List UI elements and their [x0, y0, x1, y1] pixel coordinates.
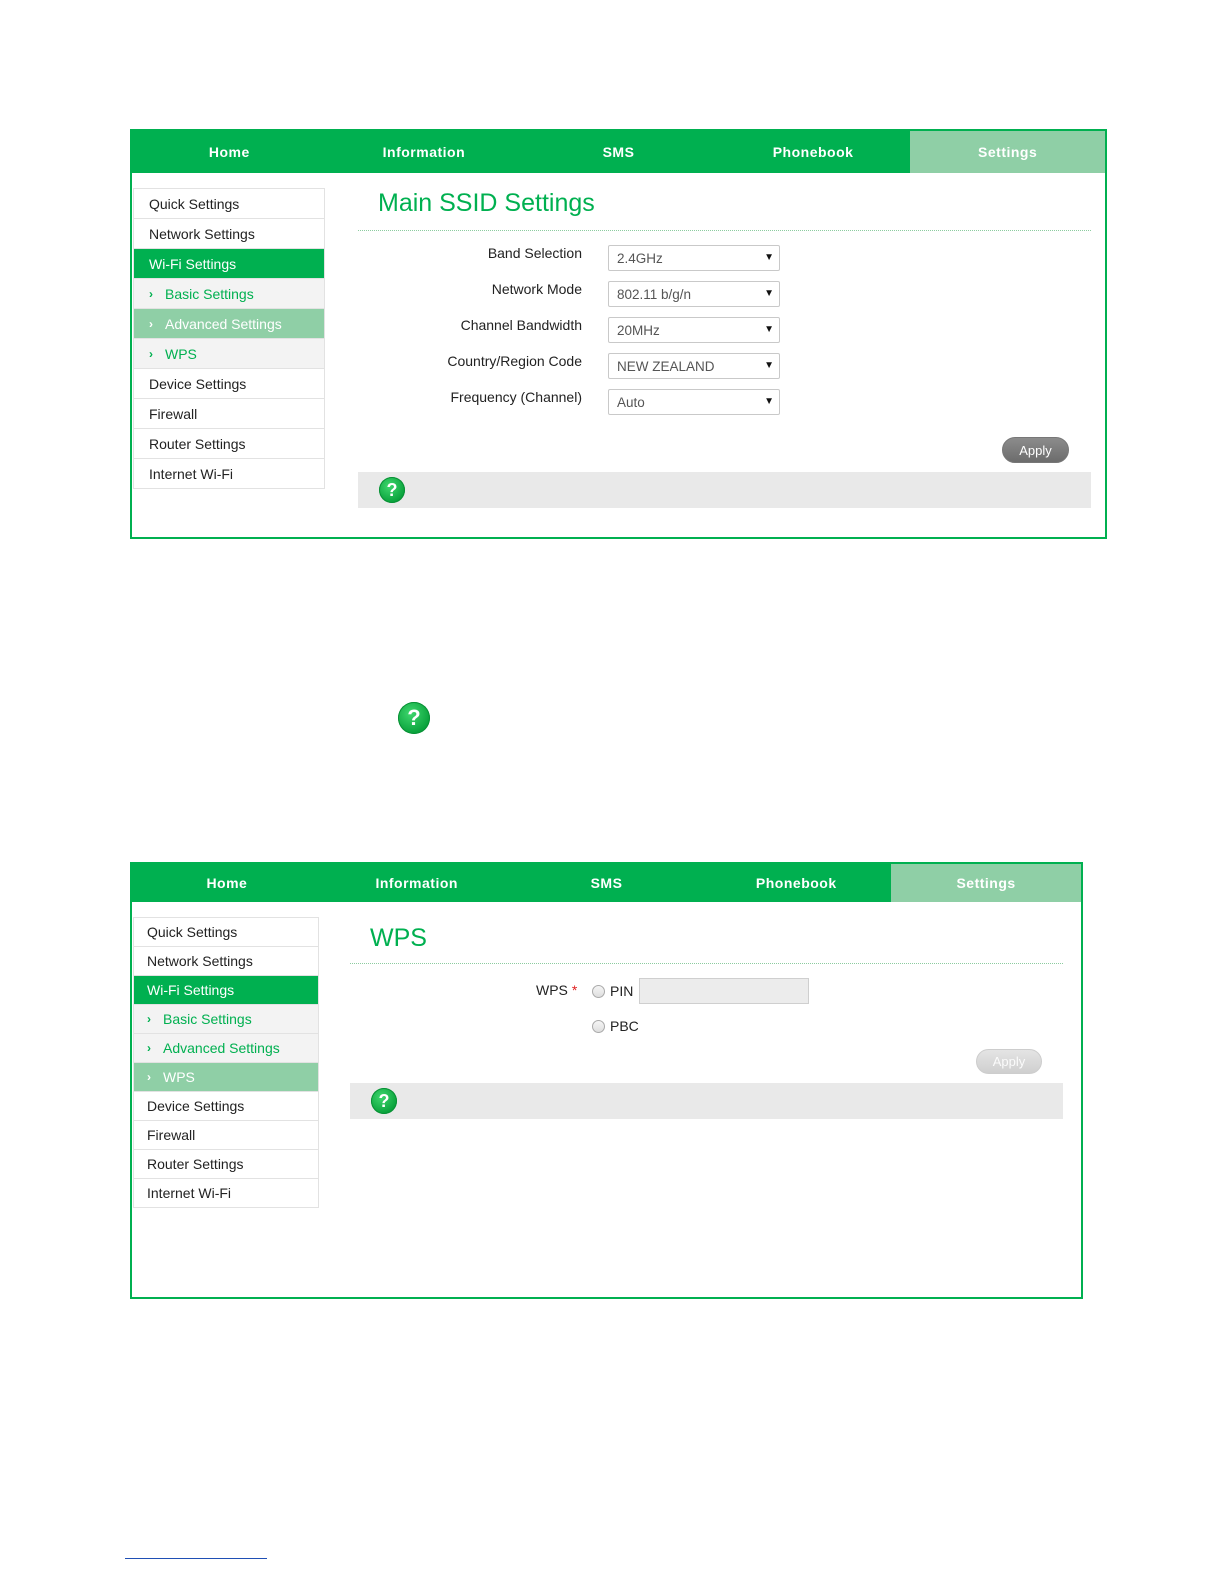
help-icon: ? — [398, 702, 430, 734]
sidebar-item-basic-settings[interactable] — [134, 1005, 318, 1034]
sidebar-item-label: WPS — [163, 1069, 195, 1085]
chevron-right-icon: › — [147, 1012, 151, 1026]
band-selection-select[interactable] — [608, 245, 780, 271]
nav-sms[interactable]: SMS — [602, 144, 635, 160]
frequency-channel-value: Auto — [617, 394, 645, 410]
nav-settings[interactable]: Settings — [910, 131, 1105, 173]
sidebar-item-device-settings[interactable]: Device Settings — [134, 1092, 318, 1121]
chevron-right-icon: › — [147, 1070, 151, 1084]
band-selection-row — [358, 245, 582, 261]
sidebar-item-firewall[interactable]: Firewall — [134, 1121, 318, 1150]
sidebar-item-internet-wifi[interactable]: Internet Wi-Fi — [134, 459, 324, 489]
sidebar-item-wps[interactable] — [134, 1063, 318, 1092]
country-region-value: NEW ZEALAND — [617, 358, 715, 374]
dropdown-arrow-icon: ▼ — [764, 252, 774, 263]
pin-input[interactable] — [639, 978, 809, 1004]
nav-information[interactable]: Information — [375, 875, 458, 891]
title-divider — [350, 963, 1063, 964]
settings-sidebar — [133, 188, 325, 489]
top-navigation — [132, 864, 1081, 902]
channel-bandwidth-label: Channel Bandwidth — [460, 317, 582, 333]
sidebar-item-network-settings[interactable]: Network Settings — [134, 219, 324, 249]
settings-sidebar — [133, 917, 319, 1208]
chevron-right-icon: › — [149, 286, 153, 301]
sidebar-item-router-settings[interactable]: Router Settings — [134, 429, 324, 459]
dropdown-arrow-icon: ▼ — [764, 360, 774, 371]
pin-radio-label: PIN — [610, 983, 634, 999]
network-mode-value: 802.11 b/g/n — [617, 286, 692, 302]
page-title: Main SSID Settings — [378, 189, 595, 217]
wps-pin-option — [592, 983, 633, 999]
pin-radio[interactable] — [592, 985, 605, 998]
network-mode-label: Network Mode — [491, 281, 582, 297]
country-region-row — [358, 353, 582, 369]
nav-information[interactable]: Information — [382, 144, 466, 160]
nav-phonebook[interactable]: Phonebook — [755, 875, 837, 891]
sidebar-item-firewall[interactable]: Firewall — [134, 399, 324, 429]
network-mode-select[interactable] — [608, 281, 780, 307]
sidebar-item-internet-wifi[interactable]: Internet Wi-Fi — [134, 1179, 318, 1208]
nav-home[interactable]: Home — [206, 875, 248, 891]
nav-phonebook[interactable]: Phonebook — [772, 144, 854, 160]
sidebar-item-router-settings[interactable]: Router Settings — [134, 1150, 318, 1179]
dropdown-arrow-icon: ▼ — [764, 324, 774, 335]
apply-button[interactable]: Apply — [976, 1049, 1042, 1074]
sidebar-item-label: Advanced Settings — [165, 315, 282, 332]
sidebar-item-wps[interactable] — [134, 339, 324, 369]
network-mode-row — [358, 281, 582, 297]
help-bar — [350, 1083, 1063, 1119]
pbc-radio-label: PBC — [610, 1018, 639, 1034]
frequency-channel-label: Frequency (Channel) — [450, 389, 582, 405]
help-icon[interactable]: ? — [371, 1088, 397, 1114]
sidebar-item-wifi-settings[interactable]: Wi-Fi Settings — [134, 249, 324, 279]
band-selection-label: Band Selection — [487, 245, 582, 261]
top-navigation — [132, 131, 1105, 173]
sidebar-item-advanced-settings[interactable] — [134, 309, 324, 339]
wps-pbc-option — [592, 1018, 639, 1034]
nav-settings[interactable]: Settings — [891, 864, 1081, 902]
help-bar — [358, 472, 1091, 508]
help-icon[interactable]: ? — [379, 477, 405, 503]
frequency-channel-select[interactable] — [608, 389, 780, 415]
sidebar-item-advanced-settings[interactable] — [134, 1034, 318, 1063]
frequency-channel-row — [358, 389, 582, 405]
sidebar-item-label: Advanced Settings — [163, 1040, 280, 1056]
page-title: WPS — [370, 924, 427, 952]
country-region-select[interactable] — [608, 353, 780, 379]
pbc-radio[interactable] — [592, 1020, 605, 1033]
wps-label: WPS — [536, 982, 568, 998]
sidebar-item-label: Basic Settings — [163, 1011, 252, 1027]
channel-bandwidth-select[interactable] — [608, 317, 780, 343]
chevron-right-icon: › — [147, 1041, 151, 1055]
apply-button[interactable]: Apply — [1002, 437, 1069, 463]
nav-sms[interactable]: SMS — [590, 875, 623, 891]
title-divider — [358, 230, 1091, 231]
channel-bandwidth-value: 20MHz — [617, 322, 660, 338]
sidebar-item-device-settings[interactable]: Device Settings — [134, 369, 324, 399]
chevron-right-icon: › — [149, 346, 153, 361]
sidebar-item-label: Basic Settings — [165, 285, 254, 302]
sidebar-item-basic-settings[interactable] — [134, 279, 324, 309]
chevron-right-icon: › — [149, 316, 153, 331]
dropdown-arrow-icon: ▼ — [764, 288, 774, 299]
sidebar-item-wifi-settings[interactable]: Wi-Fi Settings — [134, 976, 318, 1005]
sidebar-item-network-settings[interactable]: Network Settings — [134, 947, 318, 976]
wps-settings-screen — [130, 862, 1083, 1299]
sidebar-item-quick-settings[interactable]: Quick Settings — [134, 918, 318, 947]
nav-home[interactable]: Home — [208, 144, 250, 160]
main-ssid-settings-screen — [130, 129, 1107, 539]
band-selection-value: 2.4GHz — [617, 250, 663, 266]
footnote-divider — [125, 1558, 267, 1559]
wps-field-label — [536, 982, 577, 998]
country-region-label: Country/Region Code — [447, 353, 582, 369]
sidebar-item-quick-settings[interactable]: Quick Settings — [134, 189, 324, 219]
required-asterisk: * — [571, 982, 578, 998]
sidebar-item-label: WPS — [165, 345, 197, 362]
dropdown-arrow-icon: ▼ — [764, 396, 774, 407]
channel-bandwidth-row — [358, 317, 582, 333]
